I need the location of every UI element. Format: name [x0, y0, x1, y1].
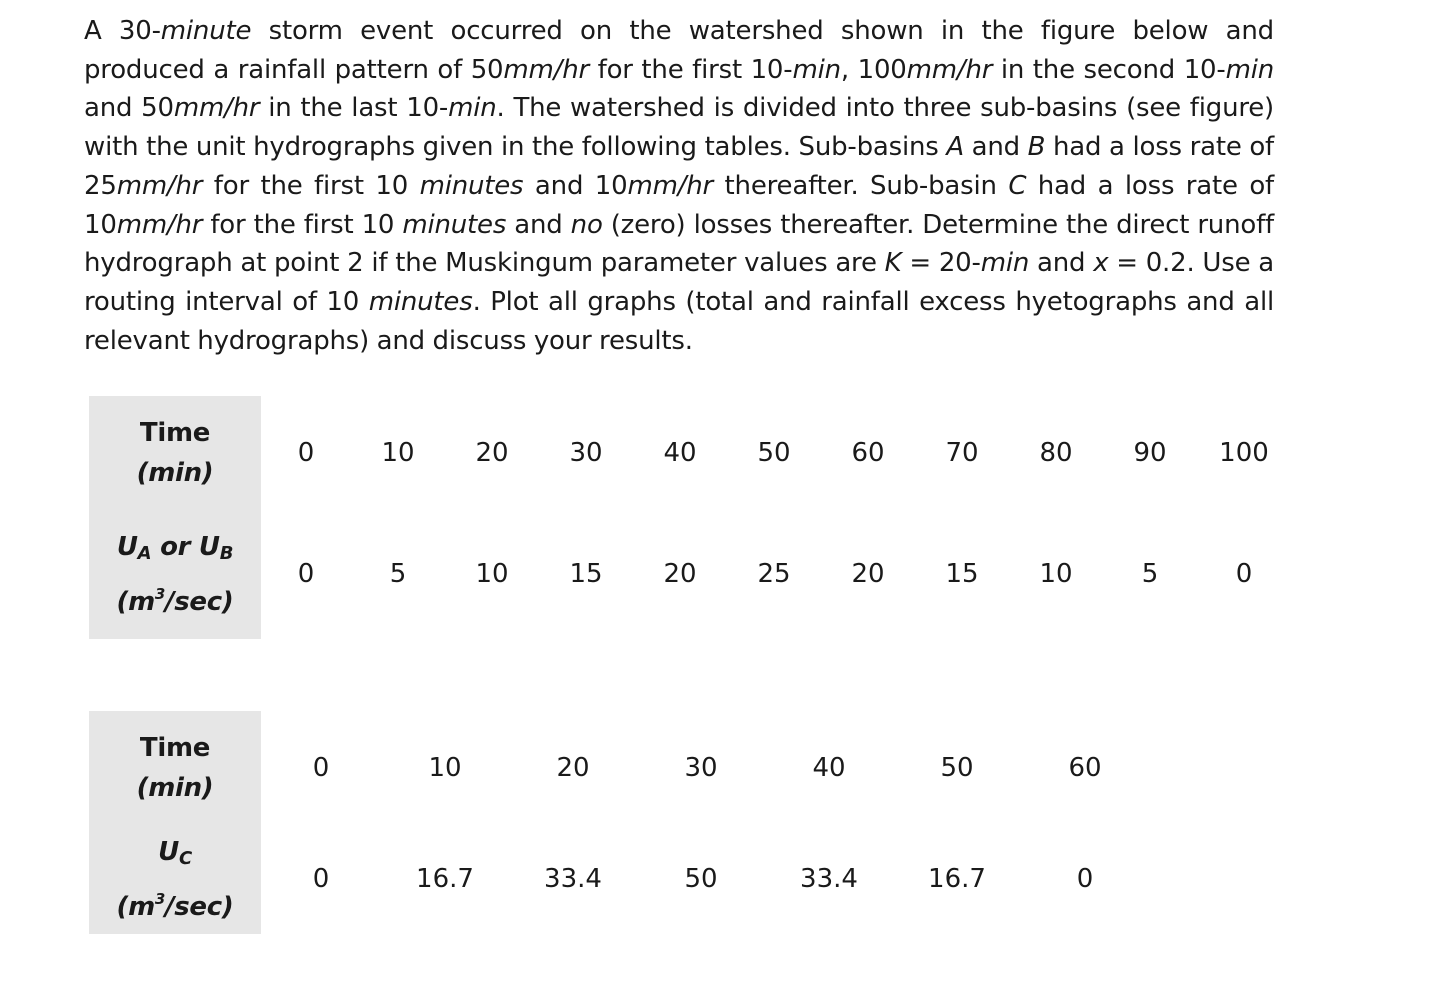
discharge-cell: 50 — [684, 864, 718, 894]
discharge-row — [89, 824, 1149, 934]
time-cell: 20 — [475, 437, 509, 468]
discharge-cell: 15 — [945, 559, 979, 589]
time-cell: 10 — [428, 752, 462, 783]
discharge-cell: 15 — [569, 559, 603, 589]
discharge-cell: 20 — [851, 559, 885, 589]
time-cell: 80 — [1039, 437, 1073, 468]
discharge-cell: 0 — [312, 864, 330, 894]
discharge-cell: 10 — [475, 559, 509, 589]
discharge-cell: 20 — [663, 559, 697, 589]
discharge-cell: 16.7 — [416, 864, 474, 894]
discharge-cell: 0 — [297, 559, 315, 589]
discharge-cell: 5 — [1141, 559, 1159, 589]
time-cell: 60 — [851, 437, 885, 468]
time-cell: 40 — [663, 437, 697, 468]
time-unit: (min) — [136, 772, 214, 803]
time-header — [89, 711, 261, 824]
time-cell: 50 — [757, 437, 791, 468]
discharge-label: $U_C$ — [158, 836, 192, 869]
discharge-cell: 25 — [757, 559, 791, 589]
time-label: Time — [139, 417, 211, 448]
time-header — [89, 396, 261, 509]
time-cell: 0 — [297, 437, 315, 468]
time-cell: 30 — [684, 752, 718, 783]
time-cell: 60 — [1068, 752, 1102, 783]
discharge-unit: $(m^3/\sec)$ — [116, 889, 234, 922]
time-cell: 20 — [556, 752, 590, 783]
time-cell: 30 — [569, 437, 603, 468]
discharge-unit: $(m^3/\sec)$ — [116, 584, 234, 617]
time-cell: 90 — [1133, 437, 1167, 468]
unit-hydrograph-table-c — [89, 711, 1149, 934]
time-cell: 40 — [812, 752, 846, 783]
problem-statement: A 30-minute storm event occurred on the watershed shown in the figure below and produced a rainfall pattern of 50mm/hr for the first 10-min, 100mm/hr in the second 10-min and 50mm/hr in the last 10-min. The watershed is divided into three sub-basins (see figure) with the unit hydrographs given in the following tables. Sub-basins A and B had a loss rate of 25mm/hr for the first 10 minutes and 10mm/hr thereafter. Sub-basin C had a loss rate of 10mm/hr for the first 10 minutes and no (zero) losses thereafter. Determine the direct runoff hydrograph at point 2 if the Muskingum parameter values are K = 20-min and x = 0.2. Use a routing interval of 10 minutes. Plot all graphs (total and rainfall excess hyetographs and all relevant hydrographs) and discuss your results. — [84, 16, 1274, 356]
discharge-cell: 0 — [1076, 864, 1094, 894]
time-unit: (min) — [136, 457, 214, 488]
discharge-header — [89, 509, 261, 639]
discharge-cell: 5 — [389, 559, 407, 589]
time-cell: 70 — [945, 437, 979, 468]
time-cell: 100 — [1219, 437, 1269, 468]
time-row — [89, 711, 1149, 824]
discharge-row — [89, 509, 1291, 639]
discharge-label: $U_A$ or $U_B$ — [116, 531, 234, 564]
discharge-cell: 33.4 — [544, 864, 602, 894]
time-cell: 0 — [312, 752, 330, 783]
time-cell: 10 — [381, 437, 415, 468]
discharge-cell: 10 — [1039, 559, 1073, 589]
unit-hydrograph-table-ab — [89, 396, 1291, 639]
discharge-cell: 0 — [1235, 559, 1253, 589]
discharge-cell: 33.4 — [800, 864, 858, 894]
discharge-header — [89, 824, 261, 934]
time-cell: 50 — [940, 752, 974, 783]
discharge-cell: 16.7 — [928, 864, 986, 894]
time-label: Time — [139, 732, 211, 763]
time-row — [89, 396, 1291, 509]
